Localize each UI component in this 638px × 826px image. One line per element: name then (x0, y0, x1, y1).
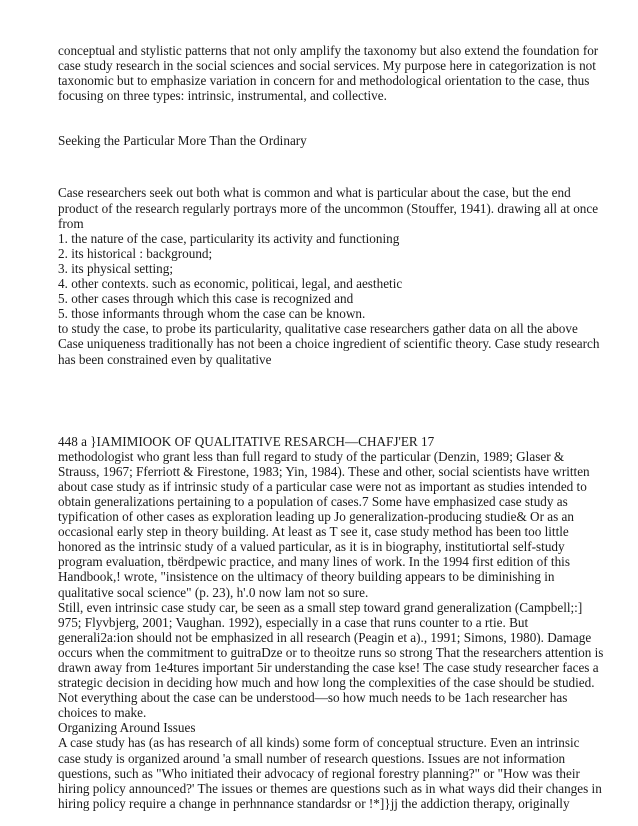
text-line: methodologist who grant less than full regard to study of the particular (Denzin, 1989; Glaser & (58, 448, 565, 464)
text-line: Case uniqueness traditionally has not been a choice ingredient of scientific theory. Case study research (58, 336, 600, 352)
text-line: generali2a:ion should not be emphasized in all research (Peagin et a)., 1991; Simons, 1980). Damage (58, 629, 592, 645)
text-line: 2. its historical : background; (58, 245, 213, 261)
text-line: occurs when the commitment to guitraDze or to theoitze runs so strong That the researchers attention is (58, 644, 604, 660)
text-line: Case researchers seek out both what is common and what is particular about the case, but the end (58, 185, 571, 201)
text-line: from (58, 215, 84, 231)
particular-paragraph (58, 185, 623, 366)
text-line: hiring policy announced?' The issues or themes are questions such as in what ways did their changes in (58, 780, 602, 796)
text-line: Not everything about the case can be understood—so how much needs to be 1ach researcher has (58, 690, 568, 706)
text-line: qualitative socal science" (p. 23), h'.0 now lam not so sure. (58, 584, 369, 600)
text-line: typification of other cases as exploration leading up Jo generalization-producing studie& Or as an (58, 509, 574, 525)
text-line: hiring policy require a change in perhnnance standardsr or !*]}jj the addiction therapy, originally (58, 795, 570, 811)
text-line: 5. other cases through which this case is recognized and (58, 291, 354, 307)
text-line: case study research in the social sciences and social services. My purpose here in categorization is not (58, 58, 596, 74)
section-heading: Seeking the Particular More Than the Ordinary (58, 133, 307, 149)
text-line: strategic decision in deciding how much and how long the complexities of the case should be studied. (58, 675, 595, 691)
text-line: conceptual and stylistic patterns that not only amplify the taxonomy but also extend the foundation for (58, 43, 599, 58)
text-line: Still, even intrinsic case study car, be seen as a small step toward grand generalization (Campbell;:] (58, 599, 583, 615)
text-line: choices to make. (58, 705, 147, 721)
text-line: Handbook,! wrote, "insistence on the ultimacy of theory building appears to be diminishing in (58, 569, 555, 585)
text-line: taxonomic but to emphasize variation in concern for and methodological orientation to the case, thus (58, 73, 590, 89)
text-line: Strauss, 1967; Fferriott & Firestone, 1983; Yin, 1984). These and other, social scientists have written (58, 463, 590, 479)
text-line: case study is organized around 'a small number of research questions. Issues are not information (58, 750, 566, 766)
text-line: 1. the nature of the case, particularity its activity and functioning (58, 230, 400, 246)
text-line: program evaluation, tbërdpewic practice, and many lines of work. In the 1994 first edition of this (58, 554, 570, 570)
text-line: 448 a }IAMIMIOOK OF QUALITATIVE RESARCH—CHAFJ'ER 17 (58, 433, 435, 449)
text-line: occasional early step in theory building. At least as T see it, case study method has been too little (58, 524, 569, 540)
text-line: 4. other contexts. such as economic, politicai, legal, and aesthetic (58, 276, 403, 292)
text-line: 3. its physical setting; (58, 260, 174, 276)
text-line: drawn away from 1e4tures important 5ir understanding the case kse! The case study researcher faces a (58, 660, 599, 675)
document-page (58, 43, 623, 811)
text-line: honored as the intrinsic study of a valued particular, as it is in biography, institutiortal self-study (58, 539, 565, 555)
text-line: about case study as if intrinsic study of a particular case were not as important as studies intended to (58, 478, 587, 494)
spacer (58, 148, 623, 185)
text-line: to study the case, to probe its particularity, qualitative case researchers gather data on all the above (58, 321, 578, 337)
text-line: product of the research regularly portrays more of the uncommon (Stouffer, 1941). drawing all at once (58, 200, 599, 216)
text-line: questions, such as "Who initiated their advocacy of regional forestry planning?" or "How was their (58, 765, 580, 781)
text-line: Organizing Around Issues (58, 720, 196, 736)
text-line: A case study has (as has research of all kinds) some form of conceptual structure. Even an intrinsic (58, 735, 580, 751)
text-line: 975; Flyvbjerg, 2001; Vaughan. 1992), especially in a case that runs counter to a rtie. But (58, 614, 529, 630)
spacer (58, 367, 623, 434)
text-line: obtain generalizations pertaining to a population of cases.7 Some have emphasized case study as (58, 493, 568, 509)
text-line: focusing on three types: intrinsic, instrumental, and collective. (58, 88, 387, 104)
spacer (58, 103, 623, 133)
text-line: has been constrained even by qualitative (58, 351, 272, 367)
handbook-paragraph (58, 434, 623, 811)
intro-paragraph (58, 43, 623, 103)
text-line: 5. those informants through whom the case can be known. (58, 306, 366, 322)
